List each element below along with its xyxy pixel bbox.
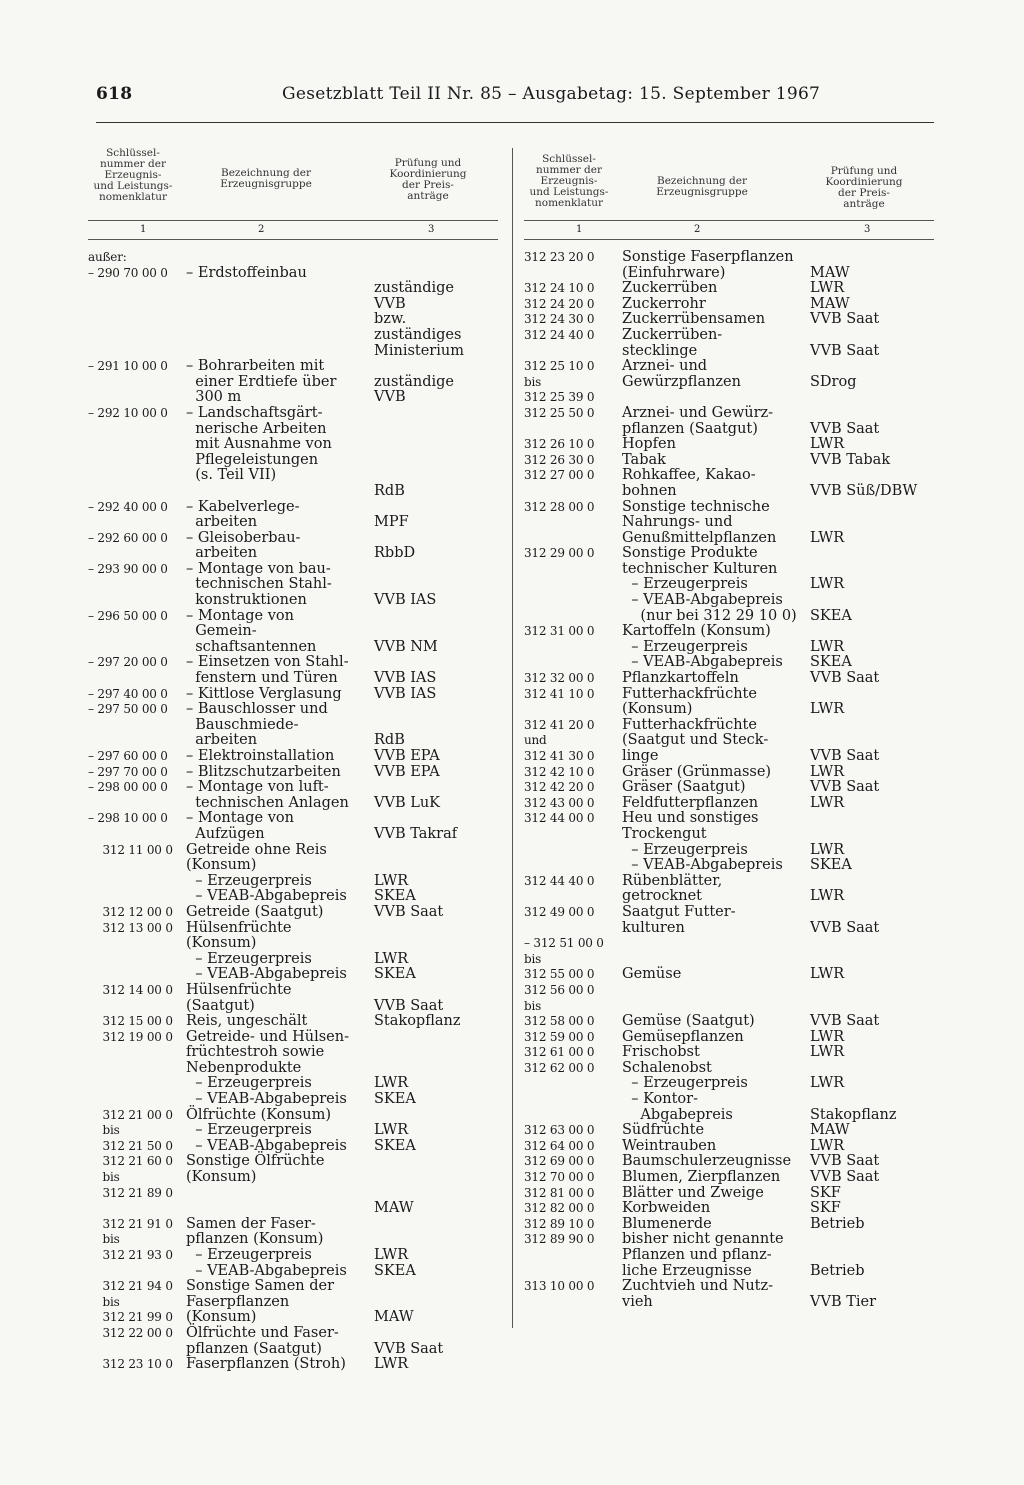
table-row (524, 624, 934, 671)
key-number: 312 44 00 0 (524, 811, 595, 826)
key-number: – 297 50 00 0 (88, 702, 168, 717)
review-authority: LWR (810, 763, 845, 780)
designation: Ölfrüchte (Konsum) – Erzeugerpreis – VEAB-Abgabepreis (186, 1106, 347, 1154)
key-number: 312 42 10 0 (524, 764, 595, 779)
review-authority: MAW (374, 1200, 414, 1217)
designation: – Montage von luft- technischen Anlagen (186, 779, 349, 811)
designation: Rübenblätter, getrocknet (622, 872, 723, 905)
designation: Pflanzkartoffeln (622, 670, 739, 687)
review-authority: LWR (810, 701, 845, 718)
table-row (524, 546, 934, 624)
review-authority (368, 250, 502, 266)
designation: Zuckerrübensamen (622, 311, 766, 328)
review-authority: LWR (810, 966, 845, 983)
designation: Saatgut Futter- kulturen (622, 903, 736, 936)
review-authority: VVB Saat (810, 1013, 880, 1030)
key-number: 312 41 10 0 (524, 686, 595, 701)
column-numbers-right (524, 220, 934, 240)
review-authority: VVB EPA (374, 748, 440, 764)
review-authority: VVB Takraf (374, 825, 458, 842)
designation: – Blitzschutzarbeiten (186, 763, 341, 780)
designation: Gemüse (Saatgut) (622, 1013, 755, 1030)
review-authority: RdB (374, 732, 405, 749)
review-authority: SKF (810, 1184, 841, 1201)
review-authority: LWR (374, 1356, 409, 1373)
designation: Blumen, Zierpflanzen (622, 1169, 781, 1186)
designation: Faserpflanzen (Stroh) (186, 1356, 346, 1373)
designation: Hopfen (622, 436, 676, 453)
column-number-1: 1 (140, 224, 147, 235)
designation: Korbweiden (622, 1200, 711, 1217)
table-header-right (524, 148, 934, 216)
designation: Getreide- und Hülsen- früchtestroh sowie Nebenprodukte – Erzeugerpreis – VEAB-Abgabepreis (186, 1028, 349, 1108)
column-number-1-right: 1 (576, 224, 583, 235)
designation: – Montage von bau- technischen Stahl- konstruktionen (186, 560, 332, 609)
table-row (524, 1279, 934, 1310)
designation: Gräser (Grünmasse) (622, 763, 772, 780)
key-number: 312 24 40 0 (524, 327, 595, 342)
review-authority: LWR (810, 888, 845, 905)
table-row (88, 655, 498, 686)
table-row (524, 874, 934, 905)
review-authority: LWR (810, 280, 845, 297)
key-number: 312 43 00 0 (524, 795, 595, 810)
designation: – Landschaftsgärt- nerische Arbeiten mit Ausnahme von Pflegeleistungen (s. Teil VII) (186, 404, 332, 484)
table-row (524, 250, 934, 281)
designation: Arznei- und Gewürzpflanzen (622, 358, 741, 390)
key-number: 312 21 91 0 bis 312 21 93 0 (102, 1216, 173, 1262)
review-authority: zuständige VVB bzw. zuständiges Ministerium (374, 280, 464, 359)
key-number: 312 13 00 0 (88, 920, 173, 935)
table-row (524, 1139, 934, 1155)
header-col2: Bezeichnung der Erzeugnisgruppe (220, 167, 312, 190)
key-number: 312 23 20 0 (524, 250, 595, 264)
table-row (524, 1170, 934, 1186)
key-number: – 298 00 00 0 (88, 780, 168, 795)
key-number: – 292 40 00 0 (88, 499, 168, 514)
designation: Heu und sonstiges Trockengut – Erzeugerpreis – VEAB-Abgabepreis (622, 810, 783, 874)
designation: – Einsetzen von Stahl- fenstern und Türen (186, 654, 349, 687)
key-number: 312 11 00 0 (88, 842, 173, 857)
key-number: 312 14 00 0 (88, 982, 173, 997)
key-number: 312 26 30 0 (524, 452, 595, 467)
designation: Reis, ungeschält (186, 1013, 308, 1030)
key-number: 312 69 00 0 (524, 1154, 595, 1169)
key-number: 312 89 90 0 (524, 1232, 595, 1247)
key-number: 312 24 20 0 (524, 296, 595, 311)
designation: – Montage von Aufzügen (186, 810, 294, 842)
review-authority: VVB IAS (374, 685, 437, 702)
review-authority: LWR (810, 1028, 845, 1045)
table-row (524, 359, 934, 406)
designation: Futterhackfrüchte (Konsum) (622, 685, 757, 718)
designation: Tabak (622, 451, 666, 468)
left-column (88, 148, 498, 1373)
designation: Schalenobst – Erzeugerpreis – Kontor- Abgabepreis (622, 1059, 748, 1123)
table-row (88, 1154, 498, 1216)
review-authority: VVB Saat (810, 1153, 880, 1170)
review-authority: VVB Süß/DBW (810, 482, 918, 499)
review-authority: LWR Stakopflanz (810, 1075, 897, 1123)
table-row (524, 297, 934, 313)
key-number: 312 21 94 0 bis 312 21 99 0 (102, 1279, 173, 1325)
table-row (524, 1201, 934, 1217)
page-title: Gesetzblatt Teil II Nr. 85 – Ausgabetag: 15. September 1967 (282, 84, 821, 104)
key-number: 312 41 20 0 und 312 41 30 0 (524, 717, 595, 763)
table-row (524, 983, 934, 1030)
table-row (524, 765, 934, 781)
table-row (88, 780, 498, 811)
review-authority: VVB Tier (810, 1293, 877, 1310)
table-row (88, 359, 498, 406)
table-row (88, 749, 498, 765)
key-number: 312 24 30 0 (524, 312, 595, 327)
table-row (88, 843, 498, 905)
designation: Feldfutterpflanzen (622, 794, 759, 811)
review-authority: VVB Saat (810, 919, 880, 936)
designation: – Gleisoberbau- arbeiten (186, 529, 301, 562)
designation: Zuckerrüben (622, 280, 718, 297)
designation: Zuchtvieh und Nutz- vieh (622, 1278, 774, 1310)
table-row (524, 936, 934, 983)
header-col1-right: Schlüssel- nummer der Erzeugnis- und Leistungs- nomenklatur (529, 153, 609, 209)
table-row (88, 1279, 498, 1326)
table-header (88, 148, 498, 216)
review-authority: Betrieb (810, 1262, 865, 1279)
designation: Arznei- und Gewürz- pflanzen (Saatgut) (622, 404, 774, 437)
key-number: 312 24 10 0 (524, 281, 595, 296)
table-row (88, 983, 498, 1014)
designation: Weintrauben (622, 1137, 717, 1154)
key-number: 312 89 10 0 (524, 1216, 595, 1231)
table-row (88, 1014, 498, 1030)
review-authority: LWR SKEA (374, 1075, 416, 1108)
key-number: 312 25 50 0 (524, 405, 595, 420)
review-authority: LWR (810, 1137, 845, 1154)
key-number: außer: (88, 250, 127, 264)
table-row (524, 1154, 934, 1170)
key-number: 312 21 00 0 bis 312 21 50 0 (102, 1107, 173, 1153)
table-row (524, 796, 934, 812)
designation: Ölfrüchte und Faser- pflanzen (Saatgut) (186, 1324, 339, 1357)
review-authority: SKF (810, 1200, 841, 1217)
key-number: – 296 50 00 0 (88, 608, 168, 623)
table-row (88, 765, 498, 781)
table-row (88, 406, 498, 500)
designation: – Kittlose Verglasung (186, 685, 342, 702)
key-number: 312 28 00 0 (524, 499, 595, 514)
table-row (524, 1186, 934, 1202)
key-number: – 297 60 00 0 (88, 749, 168, 763)
key-number: – 297 20 00 0 (88, 655, 168, 670)
key-number: 312 61 00 0 (524, 1045, 595, 1060)
table-row (88, 1030, 498, 1108)
review-authority: VVB Saat (810, 1169, 880, 1186)
key-number: 312 63 00 0 (524, 1123, 595, 1138)
key-number: – 290 70 00 0 (88, 265, 168, 280)
table-row (524, 406, 934, 437)
table-row (88, 250, 498, 266)
review-authority: Betrieb (810, 1215, 865, 1232)
key-number: – 297 40 00 0 (88, 686, 168, 701)
designation: Sonstige Samen der Faserpflanzen (Konsum) (186, 1278, 335, 1326)
table-row (524, 1232, 934, 1279)
table-row (524, 671, 934, 687)
review-authority: VVB Saat (810, 311, 880, 328)
designation: Hülsenfrüchte (Konsum) – Erzeugerpreis – VEAB-Abgabepreis (186, 919, 347, 983)
table-row (88, 500, 498, 531)
designation: Baumschulerzeugnisse (622, 1153, 792, 1170)
table-row (88, 531, 498, 562)
review-authority: VVB Saat (810, 342, 880, 359)
table-row (88, 905, 498, 921)
key-number: – 292 10 00 0 (88, 405, 168, 420)
key-number: 312 59 00 0 (524, 1029, 595, 1044)
designation: Getreide (Saatgut) (186, 903, 324, 920)
review-authority: MAW (374, 1309, 414, 1326)
designation: – Elektroinstallation (186, 748, 335, 764)
review-authority: MPF (374, 514, 409, 531)
key-number: 312 12 00 0 (88, 904, 173, 919)
designation: Gemüse (622, 966, 682, 983)
review-authority: LWR SKEA (374, 1247, 416, 1279)
table-row (88, 562, 498, 609)
key-number: 312 19 00 0 (88, 1029, 173, 1044)
key-number: – 297 70 00 0 (88, 764, 168, 779)
key-number: – 291 10 00 0 (88, 359, 168, 374)
designation: – Erdstoffeinbau (186, 264, 307, 281)
table-row (524, 718, 934, 765)
review-authority: VVB IAS (374, 592, 437, 609)
designation: Gräser (Saatgut) (622, 779, 746, 796)
designation: – Bohrarbeiten mit einer Erdtiefe über 300 m (186, 358, 337, 406)
designation: – Bauschlosser und Bauschmiede- arbeiten (186, 701, 328, 749)
table-row (524, 1030, 934, 1046)
key-number: 312 25 10 0 bis 312 25 39 0 (524, 359, 595, 405)
header-rule (96, 122, 934, 123)
key-number: 312 64 00 0 (524, 1138, 595, 1153)
right-column (524, 148, 934, 1310)
table-row (88, 1326, 498, 1357)
key-number: – 312 51 00 0 bis 312 55 00 0 (524, 936, 604, 982)
review-authority: zuständige VVB (374, 373, 455, 406)
designation: Kartoffeln (Konsum) – Erzeugerpreis – VEAB-Abgabepreis (622, 623, 783, 671)
designation: Blumenerde (622, 1215, 712, 1232)
header-col3: Prüfung und Koordinierung der Preis- anträge (389, 157, 467, 202)
key-number: 312 15 00 0 (88, 1014, 173, 1029)
review-authority: LWR SKEA (374, 1122, 416, 1154)
review-authority: VVB Saat (374, 997, 444, 1014)
review-authority: VVB Saat (810, 748, 880, 764)
key-number: 312 29 00 0 (524, 546, 595, 561)
table-row (524, 453, 934, 469)
key-number: 312 27 00 0 (524, 468, 595, 483)
column-number-3-right: 3 (864, 224, 871, 235)
table-row (524, 1061, 934, 1123)
table-row (88, 921, 498, 983)
review-authority: LWR SKEA (810, 841, 852, 874)
review-authority: LWR (810, 529, 845, 546)
designation: bisher nicht genannte Pflanzen und pflanz- liche Erzeugnisse (622, 1231, 784, 1279)
table-row (88, 609, 498, 656)
review-authority: VVB IAS (374, 670, 437, 687)
key-number: 312 26 10 0 (524, 437, 595, 452)
table-row (88, 1108, 498, 1155)
column-number-2: 2 (258, 224, 265, 235)
column-numbers (88, 220, 498, 240)
review-authority: LWR SKEA (374, 950, 416, 983)
key-number: 312 70 00 0 (524, 1170, 595, 1185)
table-row (88, 687, 498, 703)
table-row (524, 1045, 934, 1061)
review-authority: MAW (810, 295, 850, 312)
designation: – Montage von Gemein- schaftsantennen (186, 607, 317, 655)
designation: Zuckerrüben- stecklinge (622, 326, 723, 359)
review-authority: SDrog (810, 373, 857, 390)
designation: Futterhackfrüchte (Saatgut und Steck- linge (622, 716, 769, 764)
designation: – Kabelverlege- arbeiten (186, 498, 300, 531)
table-row (524, 1217, 934, 1233)
designation: Zuckerrohr (622, 295, 706, 312)
column-number-2-right: 2 (694, 224, 701, 235)
table-row (524, 281, 934, 297)
designation: Gemüsepflanzen (622, 1028, 744, 1045)
key-number: 312 56 00 0 bis 312 58 00 0 (524, 982, 595, 1029)
designation: Sonstige Faserpflanzen (Einfuhrware) (622, 249, 794, 281)
review-authority: VVB Saat (810, 420, 880, 437)
designation: Sonstige Produkte technischer Kulturen – Erzeugerpreis – VEAB-Abgabepreis (nur bei 312 29 10 0) (622, 545, 797, 624)
table-row (524, 687, 934, 718)
table-row (524, 1123, 934, 1139)
designation: Rohkaffee, Kakao- bohnen (622, 467, 756, 499)
designation (186, 250, 368, 266)
key-number: 312 44 40 0 (524, 873, 595, 888)
table-row (524, 312, 934, 328)
review-authority: VVB Tabak (810, 451, 891, 468)
table-row (88, 1217, 498, 1279)
table-row (524, 905, 934, 936)
header-col3-right: Prüfung und Koordinierung der Preis- anträge (825, 165, 903, 210)
header-col2-right: Bezeichnung der Erzeugnisgruppe (656, 175, 748, 198)
table-row (524, 780, 934, 796)
key-number: – 298 10 00 0 (88, 811, 168, 826)
review-authority: MAW (810, 1122, 850, 1139)
review-authority: LWR (810, 794, 845, 811)
key-number: 312 22 00 0 (88, 1325, 173, 1340)
review-authority: Stakopflanz (374, 1013, 461, 1030)
table-row (524, 437, 934, 453)
table-row (524, 328, 934, 359)
right-rows (524, 250, 934, 1310)
table-row (88, 266, 498, 360)
key-number: 312 81 00 0 (524, 1185, 595, 1200)
review-authority: VVB Saat (374, 903, 444, 920)
key-number: 312 21 60 0 bis 312 21 89 0 (102, 1154, 173, 1200)
review-authority: LWR SKEA (374, 872, 416, 905)
table-row (524, 468, 934, 499)
designation: Südfrüchte (622, 1122, 705, 1139)
left-rows (88, 250, 498, 1373)
column-separator (512, 148, 513, 1328)
review-authority: MAW (810, 264, 850, 281)
key-number: 312 62 00 0 (524, 1060, 595, 1075)
designation: Samen der Faser- pflanzen (Konsum) – Erzeugerpreis – VEAB-Abgabepreis (186, 1215, 347, 1279)
designation: Getreide ohne Reis (Konsum) – Erzeugerpreis – VEAB-Abgabepreis (186, 841, 347, 905)
review-authority: LWR (810, 1044, 845, 1061)
table-row (88, 1357, 498, 1373)
key-number: 312 49 00 0 (524, 904, 595, 919)
column-number-3: 3 (428, 224, 435, 235)
review-authority: VVB Saat (810, 779, 880, 796)
key-number: 312 82 00 0 (524, 1201, 595, 1216)
review-authority: VVB Saat (810, 670, 880, 687)
table-row (524, 500, 934, 547)
designation: Frischobst (622, 1044, 700, 1061)
review-authority: VVB NM (374, 638, 438, 655)
review-authority: VVB LuK (374, 794, 441, 811)
review-authority: LWR SKEA (810, 576, 852, 624)
designation: Blätter und Zweige (622, 1184, 764, 1201)
key-number: 312 31 00 0 (524, 624, 595, 639)
review-authority: LWR (810, 436, 845, 453)
page-header (96, 84, 934, 114)
key-number: 312 32 00 0 (524, 671, 595, 686)
key-number: – 292 60 00 0 (88, 530, 168, 545)
review-authority: LWR SKEA (810, 638, 852, 671)
review-authority: RbbD (374, 545, 416, 562)
table-row (88, 702, 498, 749)
review-authority: VVB Saat (374, 1340, 444, 1357)
page-number: 618 (96, 84, 133, 104)
key-number: 312 23 10 0 (88, 1357, 173, 1372)
key-number: 313 10 00 0 (524, 1279, 595, 1294)
review-authority: VVB EPA (374, 763, 440, 780)
key-number: – 293 90 00 0 (88, 561, 168, 576)
designation: Sonstige technische Nahrungs- und Genußmittelpflanzen (622, 498, 777, 546)
designation: Hülsenfrüchte (Saatgut) (186, 981, 292, 1014)
review-authority: RdB (374, 482, 405, 499)
key-number: 312 42 20 0 (524, 780, 595, 795)
table-row (524, 811, 934, 873)
header-col1: Schlüssel- nummer der Erzeugnis- und Leistungs- nomenklatur (93, 147, 173, 203)
designation: Sonstige Ölfrüchte (Konsum) (186, 1153, 325, 1186)
table-row (88, 811, 498, 842)
